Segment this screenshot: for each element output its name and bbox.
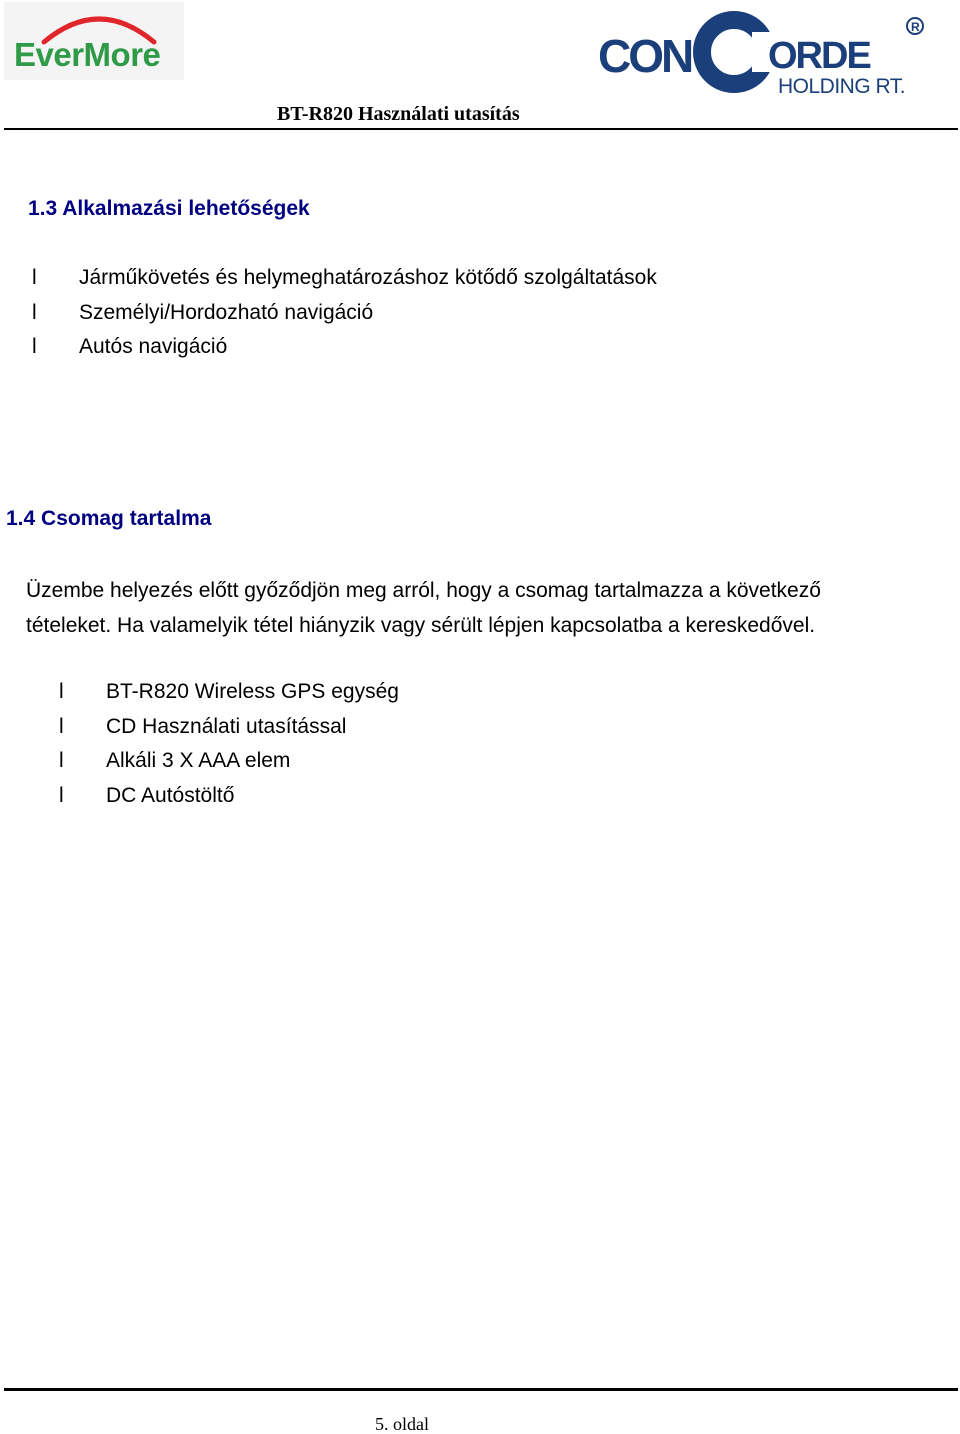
evermore-logo — [4, 2, 184, 80]
section-heading-applications: 1.3 Alkalmazási lehetőségek — [28, 197, 310, 220]
list-item-label: Személyi/Hordozható navigáció — [79, 300, 374, 324]
document-header-title: BT-R820 Használati utasítás — [277, 103, 520, 125]
list-item-label: DC Autóstöltő — [106, 783, 235, 807]
section-heading-package: 1.4 Csomag tartalma — [6, 507, 212, 530]
list-item — [32, 334, 752, 369]
bullet-icon: l — [59, 680, 64, 703]
svg-text:CON: CON — [598, 30, 692, 82]
paragraph-line: Üzembe helyezés előtt győződjön meg arról, hogy a csomag tartalmazza a következő — [26, 579, 821, 602]
list-item — [59, 714, 559, 749]
list-item — [32, 300, 752, 335]
concorde-sub-mark — [592, 2, 937, 102]
list-item — [59, 679, 559, 714]
svg-text:ORDE: ORDE — [768, 35, 870, 77]
svg-text:HOLDING RT.: HOLDING RT. — [778, 75, 906, 98]
bullet-icon: l — [32, 300, 37, 324]
package-intro-paragraph — [26, 574, 926, 643]
footer-divider — [4, 1388, 958, 1391]
bullet-icon: l — [59, 749, 64, 772]
list-item — [59, 748, 559, 783]
list-item — [32, 265, 752, 300]
bullet-icon: l — [32, 266, 37, 289]
bullet-icon: l — [59, 783, 64, 807]
concorde-logo — [592, 2, 937, 102]
page-number: 5. oldal — [375, 1414, 429, 1434]
list-item-label: CD Használati utasítással — [106, 714, 347, 738]
header-divider — [4, 128, 958, 130]
list-item-label: BT-R820 Wireless GPS egység — [106, 680, 399, 703]
list-item-label: Alkáli 3 X AAA elem — [106, 749, 291, 772]
paragraph-line: tételeket. Ha valamelyik tétel hiányzik vagy sérült lépjen kapcsolatba a kereskedővel. — [26, 613, 816, 637]
list-item-label: Járműkövetés és helymeghatározáshoz kötődő szolgáltatások — [79, 266, 657, 289]
list-item-label: Autós navigáció — [79, 335, 228, 358]
list-item — [59, 783, 559, 818]
package-contents-list — [59, 679, 559, 817]
svg-text:R: R — [911, 20, 920, 34]
evermore-logo-text: EverMore — [14, 36, 161, 73]
applications-list — [32, 265, 752, 369]
bullet-icon: l — [32, 335, 37, 358]
bullet-icon: l — [59, 714, 64, 738]
